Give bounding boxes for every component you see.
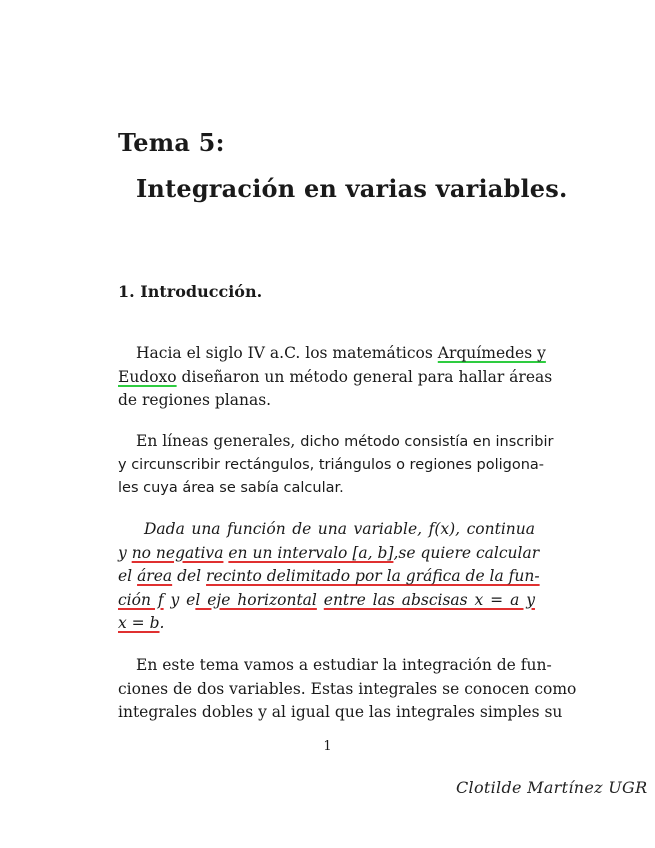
author-signature: Clotilde Martínez UGR <box>456 778 648 797</box>
paragraph-line: y circunscribir rectángulos, triángulos o regiones poligona- <box>118 456 545 473</box>
paragraph-definition <box>118 518 540 636</box>
paragraph-line: les cuya área se sabía calcular. <box>118 480 344 496</box>
tema-label: Tema 5: <box>118 128 225 157</box>
highlighted-text: área <box>137 567 173 585</box>
paragraph-line <box>118 366 553 390</box>
text-run: y <box>118 543 132 562</box>
highlighted-text: x = b <box>118 614 160 632</box>
paragraph-line <box>118 342 546 366</box>
paragraph-line: ciones de dos variables. Estas integrales se conocen como <box>118 679 577 698</box>
paragraph-line: Dada una función de una variable, f(x), continua <box>144 520 535 538</box>
text-run: En líneas generales, <box>136 432 301 450</box>
text-run: del <box>172 567 207 585</box>
text-run: y e <box>163 590 196 609</box>
paragraph-line <box>118 612 535 636</box>
paragraph-topic <box>118 654 577 725</box>
highlighted-text: no negativa <box>131 543 224 562</box>
text-run: diseñaron un método general para hallar áreas <box>176 367 553 386</box>
text-run: el <box>118 567 138 585</box>
paragraph-line: de regiones planas. <box>118 391 272 409</box>
text-run-sans: dicho método consistía en inscribir <box>300 434 554 450</box>
paragraph-line <box>118 565 540 589</box>
highlighted-text: recinto delimitado por la gráfica de la fun- <box>206 567 540 585</box>
highlighted-text: Arquímedes y <box>437 344 546 362</box>
text-run: Hacia el siglo IV a.C. los matemáticos <box>136 344 438 362</box>
paragraph-line <box>118 589 535 613</box>
paragraph-line: integrales dobles y al igual que las integrales simples su <box>118 703 563 721</box>
highlighted-text: entre las abscisas x = a y <box>323 590 535 609</box>
page-title: Integración en varias variables. <box>136 174 568 203</box>
highlighted-text: en un intervalo [a, b] <box>228 543 394 562</box>
highlighted-text: Eudoxo <box>118 367 177 386</box>
text-run: ,se quiere calcular <box>393 543 540 562</box>
paragraph-line: En este tema vamos a estudiar la integración de fun- <box>136 656 552 674</box>
paragraph-intro <box>118 342 553 413</box>
text-run <box>317 591 324 609</box>
highlighted-text: ción f <box>118 590 164 609</box>
paragraph-line <box>118 542 540 566</box>
section-heading: 1. Introducción. <box>118 282 263 301</box>
paragraph-method <box>118 430 554 501</box>
highlighted-text: l eje horizontal <box>195 590 317 609</box>
paragraph-line <box>118 430 554 454</box>
page-number: 1 <box>323 739 332 754</box>
text-run: . <box>159 614 165 632</box>
